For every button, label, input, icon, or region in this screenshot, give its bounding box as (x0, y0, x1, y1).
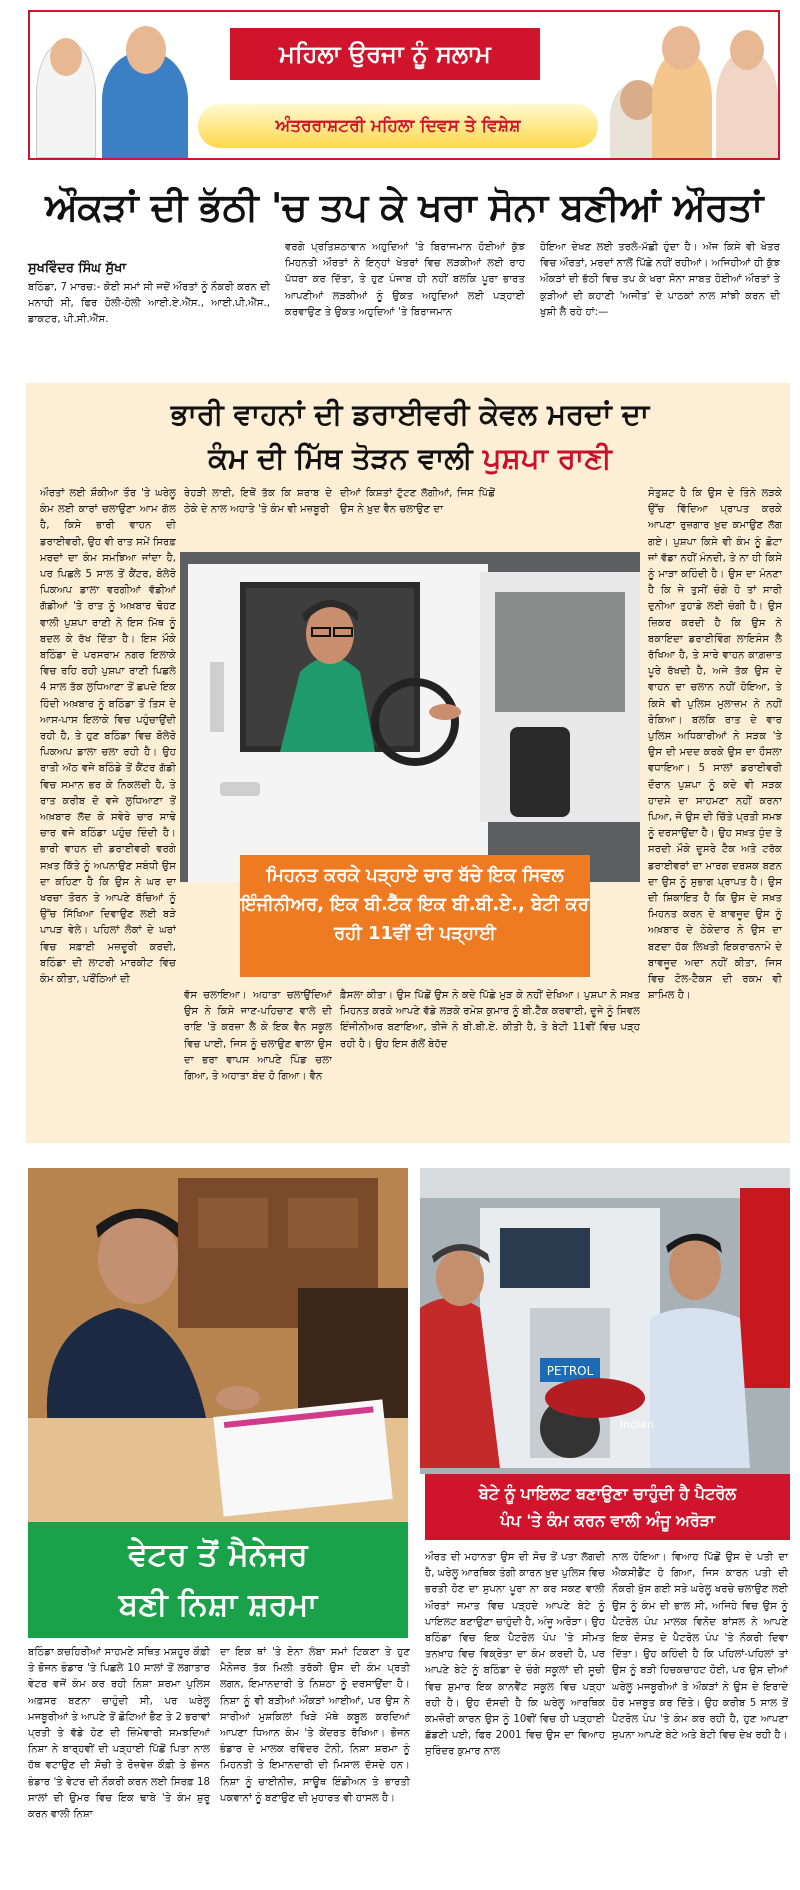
feature-title-line1: ਭਾਰੀ ਵਾਹਨਾਂ ਦੀ ਡਰਾਈਵਰੀ ਕੇਵਲ ਮਰਦਾਂ ਦਾ (170, 397, 650, 431)
nisha-caption (28, 1522, 408, 1638)
intro-column-1: ਬਠਿੰਡਾ, 7 ਮਾਰਚ:- ਕੋਈ ਸਮਾਂ ਸੀ ਜਦੋਂ ਔਰਤਾਂ ਨੂੰ ਨੌਕਰੀ ਕਰਨ ਦੀ ਮਨਾਹੀ ਸੀ, ਫਿਰ ਹੋਲੀ-ਹੋਲੀ ਆਈ.ਏ.ਐੱਸ., ਆਈ.ਪੀ.ਐੱਸ., ਡਾਕਟਰ, ਪੀ.ਸੀ.ਐੱਸ. (28, 282, 270, 326)
banner-mother-face (730, 30, 764, 70)
byline: ਸੁਖਵਿੰਦਰ ਸਿੰਘ ਸੁੱਖਾ (28, 261, 127, 276)
feature-column-3-top: ਦੀਆਂ ਕਿਸ਼ਤਾਂ ਟੁੱਟਣ ਲੱਗੀਆਂ, ਜਿਸ ਪਿੱਛੋਂ ਉਸ ਨੇ ਖ਼ੁਦ ਵੈਨ ਚਲਾਉਣ ਦਾ (340, 488, 495, 516)
nisha-column-2: ਦਾ ਇਕ ਥਾਂ 'ਤੇ ਏਨਾ ਲੰਬਾ ਸਮਾਂ ਟਿਕਣਾ ਤੇ ਹੁਣ ਮੈਨੇਜਰ ਤੱਕ ਮਿਲੀ ਤਰੱਕੀ ਉਸ ਦੀ ਕੰਮ ਪ੍ਰਤੀ ਲਗਨ, ਇਮਾਨਦਾਰੀ ਤੇ ਨਿਸ਼ਠਾ ਨੂੰ ਦਰਸਾਉਂਦਾ ਹੈ। ਨਿਸ਼ਾ ਨੂੰ ਵੀ ਬੜੀਆਂ ਔਕੜਾਂ ਆਈਆਂ, ਪਰ ਉਸ ਨੇ ਸਾਰੀਆਂ ਮੁਸ਼ਕਿਲਾਂ ਖਿੜੇ ਮੱਥੇ ਕਬੂਲ ਕਰਦਿਆਂ ਆਪਣਾ ਧਿਆਨ ਕੰਮ 'ਤੇ ਕੇਂਦਰਤ ਰੱਖਿਆ। ਭੋਜਨ ਭੰਡਾਰ ਦੇ ਮਾਲਕ ਰਵਿੰਦਰ ਟੋਨੀ, ਨਿਸ਼ਾ ਸ਼ਰਮਾ ਨੂੰ ਮਿਹਨਤੀ ਤੇ ਇਮਾਨਦਾਰੀ ਦੀ ਮਿਸਾਲ ਦੱਸਦੇ ਹਨ। ਨਿਸ਼ਾ ਨੂੰ ਚਾਈਨੀਜ਼, ਸਾਊਥ ਇੰਡੀਅਨ ਤੇ ਭਾਰਤੀ ਪਕਵਾਨਾਂ ਨੂੰ ਬਣਾਉਣ ਦੀ ਮੁਹਾਰਤ ਵੀ ਹਾਸਲ ਹੈ। (220, 1647, 410, 1804)
petrol-pump-photo (420, 1168, 790, 1474)
banner-elder-face (620, 80, 656, 120)
anju-caption-line1: ਬੇਟੇ ਨੂੰ ਪਾਇਲਟ ਬਣਾਉਣਾ ਚਾਹੁੰਦੀ ਹੈ ਪੈਟਰੋਲ (478, 1484, 737, 1503)
pump-vendor-label: Indian (620, 1418, 654, 1431)
anju-caption-line2: ਪੰਪ 'ਤੇ ਕੰਮ ਕਰਨ ਵਾਲੀ ਅੰਜੂ ਅਰੋੜਾ (500, 1511, 715, 1530)
special-banner (28, 10, 780, 160)
feature-title-line2 (40, 436, 780, 480)
banner-girl-face (662, 26, 700, 70)
feature-column-4: ਸੰਤੁਸ਼ਟ ਹੈ ਕਿ ਉਸ ਦੇ ਤਿੰਨੇ ਲੜਕੇ ਉੱਚ ਵਿੱਦਿਆ ਪ੍ਰਾਪਤ ਕਰਕੇ ਆਪਣਾ ਰੁਜ਼ਗਾਰ ਖ਼ੁਦ ਕਮਾਉਣ ਲੱਗ ਗਏ। ਪੁਸ਼ਪਾ ਕਿਸੇ ਵੀ ਕੰਮ ਨੂੰ ਛੋਟਾ ਜਾਂ ਵੱਡਾ ਨਹੀਂ ਮੰਨਦੀ, ਤੇ ਨਾ ਹੀ ਕਿਸੇ ਨੂੰ ਮਾੜਾ ਕਹਿੰਦੀ ਹੈ। ਉਸ ਦਾ ਮੰਨਣਾ ਹੈ ਕਿ ਜੇ ਤੁਸੀਂ ਚੰਗੇ ਹੋ ਤਾਂ ਸਾਰੀ ਦੁਨੀਆ ਤੁਹਾਡੇ ਲਈ ਚੰਗੀ ਹੈ। ਉਸ ਜ਼ਿਕਰ ਕਰਦੀ ਹੈ ਕਿ ਉਸ ਨੇ ਬਕਾਇਦਾ ਡਰਾਈਵਿੰਗ ਲਾਇਸੰਸ ਲੈ ਰੱਖਿਆ ਹੈ, ਤੇ ਸਾਰੇ ਵਾਹਨ ਕਾਗ਼ਜ਼ਾਤ ਪੂਰੇ ਰੱਖਦੀ ਹੈ, ਅਜੇ ਤੱਕ ਉਸ ਦੇ ਵਾਹਨ ਦਾ ਚਲਾਨ ਨਹੀਂ ਹੋਇਆ, ਤੇ ਕਿਸੇ ਵੀ ਪੁਲਿਸ ਮੁਲਾਜ਼ਮ ਨੇ ਨਹੀਂ ਰੋਕਿਆ। ਬਲਕਿ ਰਾਤ ਦੇ ਵਾਰ ਪੁਲਿਸ ਅਧਿਕਾਰੀਆਂ ਨੇ ਸੜਕ 'ਤੇ ਉਸ ਦੀ ਮਦਦ ਕਰਕੇ ਉਸ ਦਾ ਹੌਸਲਾ ਵਧਾਇਆ। 5 ਸਾਲਾਂ ਡਰਾਈਵਰੀ ਦੌਰਾਨ ਪੁਸ਼ਪਾ ਨੂੰ ਕਦੇ ਵੀ ਸੜਕ ਹਾਦਸੇ ਦਾ ਸਾਹਮਣਾ ਨਹੀਂ ਕਰਨਾ ਪਿਆ, ਜੋ ਉਸ ਦੀ ਚਿੱਤੇ ਪ੍ਰਤੀ ਸਮਝ ਨੂੰ ਦਰਸਾਉਂਦਾ ਹੈ। ਉਹ ਸਖ਼ਤ ਧੁੰਦ ਤੇ ਸਰਦੀ ਮੌਕੇ ਦੂਸਰੇ ਟੈਕ ਅਤੇ ਟਰੱਕ ਡਰਾਈਵਰਾਂ ਦਾ ਮਾਰਗ ਦਰਸ਼ਕ ਬਣਨ ਦਾ ਉਸ ਨੂੰ ਸੁਭਾਗ ਪ੍ਰਾਪਤ ਹੈ। ਉਸ ਦੀ ਸ਼ਿਕਾਇਤ ਹੈ ਕਿ ਉਸ ਦੇ ਸਖ਼ਤ ਮਿਹਨਤ ਕਰਨ ਦੇ ਬਾਵਜੂਦ ਉਸ ਨੂੰ ਅਖ਼ਬਾਰ ਦੇ ਠੇਕੇਦਾਰ ਨੇ ਉਸ ਦਾ ਬਣਦਾ ਹੱਕ ਲਿਖਤੀ ਇਕਰਾਰਨਾਮੇ ਦੇ ਬਾਵਜੂਦ ਅਦਾ ਨਹੀਂ ਕੀਤਾ, ਜਿਸ ਵਿਚ ਟੋਲ-ਟੈਕਸ ਦੀ ਰਕਮ ਵੀ ਸ਼ਾਮਿਲ ਹੈ। (648, 488, 782, 1002)
pump-brand-label: PETROL (546, 1364, 594, 1378)
truck-illustration (180, 552, 640, 882)
feature-column-1: ਔਰਤਾਂ ਲਈ ਸ਼ੌਕੀਆ ਤੌਰ 'ਤੇ ਘਰੇਲੂ ਕੰਮ ਲਈ ਕਾਰਾਂ ਚਲਾਉਣਾ ਆਮ ਗੱਲ ਹੈ, ਕਿਸੇ ਭਾਰੀ ਵਾਹਨ ਦੀ ਡਰਾਈਵਰੀ, ਉਹ ਵੀ ਰਾਤ ਸਮੇਂ ਸਿਰਫ਼ ਮਰਦਾਂ ਦਾ ਕੰਮ ਸਮਝਿਆ ਜਾਂਦਾ ਹੈ, ਪਰ ਪਿਛਲੇ 5 ਸਾਲ ਤੋਂ ਕੈਂਟਰ, ਬੋਲੇਰੋ ਪਿਕਅਪ ਡਾਲਾ ਵਰਗੀਆਂ ਵੱਡੀਆਂ ਗੱਡੀਆਂ 'ਤੇ ਰਾਤ ਨੂੰ ਅਖ਼ਬਾਰ ਢੋਹਣ ਵਾਲੀ ਪੁਸ਼ਪਾ ਰਾਣੀ ਨੇ ਇਸ ਮਿੱਥ ਨੂੰ ਬਦਲ ਕੇ ਰੱਖ ਦਿੱਤਾ ਹੈ। ਇਸ ਮੌਕੇ ਬਠਿੰਡਾ ਦੇ ਪਰਸਰਾਮ ਨਗਰ ਇਲਾਕੇ ਵਿਚ ਰਹਿ ਰਹੀ ਪੁਸ਼ਪਾ ਰਾਣੀ ਪਿਛਲੇ 4 ਸਾਲ ਤੱਕ ਲੁਧਿਆਣਾ ਤੋਂ ਛਪਦੇ ਇਕ ਹਿੰਦੀ ਅਖ਼ਬਾਰ ਨੂੰ ਬਠਿੰਡਾ ਤੋਂ ਤਿਸ ਦੇ ਆਸ-ਪਾਸ ਇਲਾਕੇ ਵਿਚ ਪਹੁੰਚਾਉਂਦੀ ਰਹੀ ਹੈ, ਤੇ ਹੁਣ ਬਠਿੰਡਾ ਵਿਚ ਬੋਲੇਰੋ ਪਿਕਅਪ ਡਾਲਾ ਚਲਾ ਰਹੀ ਹੈ। ਉਹ ਰਾਤੀ ਅੱਠ ਵਜੇ ਬਠਿੰਡੇ ਤੋਂ ਕੈਂਟਰ ਗੱਡੀ ਵਿਚ ਸਮਾਨ ਭਰ ਕੇ ਨਿਕਲਦੀ ਹੈ, ਤੇ ਰਾਤ ਕਰੀਬ ਦੋ ਵਜੇ ਲੁਧਿਆਣਾ ਤੋਂ ਅਖ਼ਬਾਰ ਲੱਦ ਕੇ ਸਵੇਰੇ ਚਾਰ ਸਾਢੇ ਚਾਰ ਵਜੇ ਬਠਿੰਡਾ ਪਹੁੰਚ ਦਿੰਦੀ ਹੈ। ਭਾਰੀ ਵਾਹਨ ਦੀ ਡਰਾਈਵਰੀ ਵਰਗੇ ਸਖ਼ਤ ਕਿੱਤੇ ਨੂੰ ਅਪਨਾਉਣ ਸਬੰਧੀ ਉਸ ਦਾ ਕਹਿਣਾ ਹੈ ਕਿ ਉਸ ਨੇ ਘਰ ਦਾ ਖਰਚਾ ਤੋਰਨ ਤੇ ਆਪਣੇ ਬੱਚਿਆਂ ਨੂੰ ਉੱਚ ਸਿੱਖਿਆ ਦਿਵਾਉਣ ਲਈ ਬੜੇ ਪਾਪੜ ਵੇਲੇ। ਪਹਿਲਾਂ ਲੋਕਾਂ ਦੇ ਘਰਾਂ ਵਿਚ ਸਫ਼ਾਈ ਮਜ਼ਦੂਰੀ ਕਰਦੀ, ਬਠਿੰਡਾ ਦੀ ਲਾਟਰੀ ਮਾਰਕੀਟ ਵਿਚ ਕੰਮ ਕੀਤਾ, ਪਰੌਂਠਿਆਂ ਦੀ (40, 488, 176, 986)
children-callout: ਮਿਹਨਤ ਕਰਕੇ ਪੜ੍ਹਾਏ ਚਾਰ ਬੱਚੇ ਇਕ ਸਿਵਲ ਇੰਜੀਨੀਅਰ, ਇਕ ਬੀ.ਟੈੱਕ ਇਕ ਬੀ.ਬੀ.ਏ., ਬੇਟੀ ਕਰ ਰਹੀ 11ਵੀਂ ਦੀ ਪੜ੍ਹਾਈ (240, 855, 590, 977)
anju-caption (425, 1474, 790, 1540)
banner-subtitle: ਅੰਤਰਰਾਸ਼ਟਰੀ ਮਹਿਲਾ ਦਿਵਸ ਤੇ ਵਿਸ਼ੇਸ਼ (198, 104, 598, 148)
feature-title (40, 392, 780, 482)
page-headline: ਔਕੜਾਂ ਦੀ ਭੱਠੀ 'ਚ ਤਪ ਕੇ ਖਰਾ ਸੋਨਾ ਬਣੀਆਂ ਔਰਤਾਂ (45, 185, 763, 229)
petrol-pump-illustration (420, 1168, 790, 1474)
feature-bottom-column-1: ਵੱਸ ਚਲਾਇਆ। ਅਹਾਤਾ ਚਲਾਉਂਦਿਆਂ ਉਸ ਨੇ ਕਿਸੇ ਜਾਣ-ਪਹਿਚਾਣ ਵਾਲੇ ਦੀ ਰਾਇ 'ਤੇ ਕਰਜ਼ਾ ਲੈ ਕੇ ਇਕ ਵੈਨ ਸਕੂਲ ਵਿਚ ਪਾਈ, ਜਿਸ ਨੂੰ ਚਲਾਉਣ ਵਾਲਾ ਉਸ ਦਾ ਭਰਾ ਵਾਪਸ ਆਪਣੇ ਪਿੰਡ ਚਲਾ ਗਿਆ, ਤੇ ਅਹਾਤਾ ਬੰਦ ਹੋ ਗਿਆ। ਵੈਨ (184, 990, 332, 1083)
nisha-caption-line1: ਵੇਟਰ ਤੋਂ ਮੈਨੇਜਰ (128, 1537, 308, 1573)
nisha-caption-line2: ਬਣੀ ਨਿਸ਼ਾ ਸ਼ਰਮਾ (118, 1587, 318, 1623)
feature-title-line2-text: ਕੰਮ ਦੀ ਮਿੱਥ ਤੋੜਨ ਵਾਲੀ (208, 441, 473, 475)
intro-column-3: ਹੋਇਆ ਦੇਖਣ ਲਈ ਤਰਲੋ-ਮੱਛੀ ਹੁੰਦਾ ਹੈ। ਅੱਜ ਕਿਸੇ ਵੀ ਖੇਤਰ ਵਿਚ ਔਰਤਾਂ, ਮਰਦਾਂ ਨਾਲੋਂ ਪਿੱਛੇ ਨਹੀਂ ਰਹੀਆਂ। ਅਜਿਹੀਆਂ ਹੀ ਕੁੱਝ ਔਕੜਾਂ ਦੀ ਭੱਠੀ ਵਿਚ ਤਪ ਕੇ ਖਰਾ ਸੋਨਾ ਸਾਬਤ ਹੋਈਆਂ ਔਰਤਾਂ ਤੇ ਕੁੜੀਆਂ ਦੀ ਕਹਾਣੀ 'ਅਜੀਤ' ਦੇ ਪਾਠਕਾਂ ਨਾਲ ਸਾਂਝੀ ਕਰਨ ਦੀ ਖੁਸ਼ੀ ਲੈ ਰਹੇ ਹਾਂ:— (540, 242, 780, 318)
banner-title: ਮਹਿਲਾ ਉਰਜਾ ਨੂੰ ਸਲਾਮ (230, 28, 540, 80)
nisha-column-1: ਬਠਿੰਡਾ ਕਚਹਿਰੀਆਂ ਸਾਹਮਣੇ ਸਥਿਤ ਮਸ਼ਹੂਰ ਕੌਫ਼ੀ ਤੇ ਭੋਜਨ ਭੰਡਾਰ 'ਤੇ ਪਿਛਲੇ 10 ਸਾਲਾਂ ਤੋਂ ਲਗਾਤਾਰ ਵੇਟਰ ਵਜੋਂ ਕੰਮ ਕਰ ਰਹੀ ਨਿਸ਼ਾ ਸ਼ਰਮਾ ਪੁਲਿਸ ਅਫ਼ਸਰ ਬਣਨਾ ਚਾਹੁੰਦੀ ਸੀ, ਪਰ ਘਰੇਲੂ ਮਜਬੂਰੀਆਂ ਤੇ ਆਪਣੇ ਤੋਂ ਛੋਟਿਆਂ ਭੈਣ ਤੇ 2 ਭਰਾਵਾਂ ਪ੍ਰਤੀ ਤੇ ਵੱਡੇ ਹੋਣ ਦੀ ਜ਼ਿੰਮੇਵਾਰੀ ਸਮਝਦਿਆਂ ਨਿਸ਼ਾ ਨੇ ਬਾਰ੍ਹਵੀਂ ਦੀ ਪੜ੍ਹਾਈ ਪਿੱਛੋਂ ਪਿਤਾ ਨਾਲ ਹੱਥ ਵਟਾਉਣ ਦੀ ਸੋਚੀ ਤੇ ਰੋਜ਼ਵੇਜ਼ ਕੌਫ਼ੀ ਤੇ ਭੋਜਨ ਭੰਡਾਰ 'ਤੇ ਵੇਟਰ ਦੀ ਨੌਕਰੀ ਕਰਨ ਲਈ ਸਿਰਫ਼ 18 ਸਾਲਾਂ ਦੀ ਉਮਰ ਵਿਚ ਇਕ ਢਾਬੇ 'ਤੇ ਕੰਮ ਸ਼ੁਰੂ ਕਰਨ ਵਾਲੀ ਨਿਸ਼ਾ (28, 1647, 210, 1821)
truck-driver-photo (180, 552, 640, 882)
anju-column-2: ਨਾਲ ਹੋਇਆ। ਵਿਆਹ ਪਿੱਛੋਂ ਉਸ ਦੇ ਪਤੀ ਦਾ ਐਕਸੀਡੈਂਟ ਹੋ ਗਿਆ, ਜਿਸ ਕਾਰਨ ਪਤੀ ਦੀ ਨੌਕਰੀ ਖੁੱਸ ਗਈ ਸਤੇ ਘਰੇਲੂ ਖਰਚੇ ਚਲਾਉਣ ਲਈ ਉਸ ਨੂੰ ਕੰਮ ਦੀ ਭਾਲ ਸੀ, ਅਜਿਹੇ ਵਿਚ ਉਸ ਨੂੰ ਪੈਟਰੋਲ ਪੰਪ ਮਾਲਕ ਵਿਨੋਦ ਬਾਂਸਲ ਨੇ ਆਪਣੇ ਇਕ ਦੋਸਤ ਦੇ ਪੈਟਰੋਲ ਪੰਪ 'ਤੇ ਨੌਕਰੀ ਦਿਵਾ ਦਿੱਤਾ। ਉਹ ਕਹਿੰਦੀ ਹੈ ਕਿ ਪਹਿਲਾਂ-ਪਹਿਲਾਂ ਤਾਂ ਉਸ ਨੂੰ ਬੜੀ ਹਿਚਕਚਾਹਟ ਹੋਈ, ਪਰ ਉਸ ਦੀਆਂ ਘਰੇਲੂ ਮਜਬੂਰੀਆਂ ਤੇ ਔਕੜਾਂ ਨੇ ਉਸ ਦੇ ਇਰਾਦੇ ਹੋਰ ਮਜ਼ਬੂਤ ਕਰ ਦਿੱਤੇ। ਉਹ ਕਰੀਬ 5 ਸਾਲ ਤੋਂ ਪੈਟਰੋਲ ਪੰਪ 'ਤੇ ਕੰਮ ਕਰ ਰਹੀ ਹੈ, ਹੁਣ ਆਪਣਾ ਸੁਪਨਾ ਆਪਣੇ ਬੇਟੇ ਅਤੇ ਬੇਟੀ ਵਿਚ ਦੇਖ ਰਹੀ ਹੈ। (612, 1552, 788, 1742)
feature-column-2-top: ਰੇਹੜੀ ਲਾਈ, ਇਥੋਂ ਤੱਕ ਕਿ ਸ਼ਰਾਬ ਦੇ ਠੇਕੇ ਦੇ ਨਾਲ ਅਹਾਤੇ 'ਤੇ ਕੰਮ ਵੀ ਮਜ਼ਬੂਰੀ (184, 488, 332, 516)
feature-title-name: ਪੁਸ਼ਪਾ ਰਾਣੀ (482, 441, 612, 475)
anju-column-1: ਔਰਤ ਦੀ ਮਹਾਨਤਾ ਉਸ ਦੀ ਸੋਚ ਤੋਂ ਪਤਾ ਲੱਗਦੀ ਹੈ, ਘਰੇਲੂ ਆਰਥਿਕ ਤੰਗੀ ਕਾਰਨ ਖ਼ੁਦ ਪੁਲਿਸ ਵਿਚ ਭਰਤੀ ਹੋਣ ਦਾ ਸੁਪਨਾ ਪੂਰਾ ਨਾ ਕਰ ਸਕਣ ਵਾਲੀ ਔਰਤਾਂ ਜਮਾਤ ਵਿਚ ਪੜ੍ਹਦੇ ਆਪਣੇ ਬੇਟੇ ਨੂੰ ਪਾਇਲਟ ਬਣਾਉਣਾ ਚਾਹੁੰਦੀ ਹੈ, ਅੰਜੂ ਅਰੋੜਾ। ਉਹ ਬਠਿੰਡਾ ਵਿਚ ਇਕ ਪੈਟਰੋਲ ਪੰਪ 'ਤੇ ਸੀਮਤ ਤਨਖ਼ਾਹ ਵਿਚ ਵਿਕ੍ਰੇਤਾ ਦਾ ਕੰਮ ਕਰਦੀ ਹੈ, ਪਰ ਆਪਣੇ ਬੇਟੇ ਨੂੰ ਬਠਿੰਡਾ ਦੇ ਚੰਗੇ ਸਕੂਲਾਂ ਦੀ ਸੂਚੀ ਵਿਚ ਸ਼ੁਮਾਰ ਇਕ ਕਾਨਵੈਂਟ ਸਕੂਲ ਵਿਚ ਪੜ੍ਹਾ ਰਹੀ ਹੈ। ਉਹ ਦੱਸਦੀ ਹੈ ਕਿ ਘਰੇਲੂ ਆਰਥਿਕ ਕਮਜ਼ੋਰੀ ਕਾਰਨ ਉਸ ਨੂੰ 10ਵੀਂ ਵਿਚ ਹੀ ਪੜ੍ਹਾਈ ਛੱਡਣੀ ਪਈ, ਫਿਰ 2001 ਵਿਚ ਉਸ ਦਾ ਵਿਆਹ ਸੁਰਿੰਦਰ ਕੁਮਾਰ ਨਾਲ (425, 1552, 605, 1758)
banner-woman-face (126, 26, 166, 74)
counter-illustration (28, 1168, 408, 1528)
banner-doctor-face (50, 38, 82, 76)
waiter-manager-photo (28, 1168, 408, 1528)
intro-column-2: ਵਰਗੇ ਪ੍ਰਤਿਸ਼ਠਾਵਾਨ ਅਹੁਦਿਆਂ 'ਤੇ ਬਿਰਾਜਮਾਨ ਹੋਈਆਂ ਕੁੱਝ ਮਿਹਨਤੀ ਔਰਤਾਂ ਨੇ ਇਨ੍ਹਾਂ ਖੇਤਰਾਂ ਵਿਚ ਲੜਕੀਆਂ ਲਈ ਰਾਹ ਪੱਧਰਾ ਕਰ ਦਿੱਤਾ, ਤੇ ਹੁਣ ਪੰਜਾਬ ਹੀ ਨਹੀਂ ਬਲਕਿ ਪੂਰਾ ਭਾਰਤ ਆਪਣੀਆਂ ਲੜਕੀਆਂ ਨੂੰ ਉਕਤ ਅਹੁਦਿਆਂ ਲਈ ਪੜ੍ਹਾਈ ਕਰਵਾਉਣ ਤੇ ਉਕਤ ਅਹੁਦਿਆਂ 'ਤੇ ਬਿਰਾਜਮਾਨ (285, 242, 525, 318)
feature-bottom-column-2: ਫ਼ੈਸਲਾ ਕੀਤਾ। ਉਸ ਪਿੱਛੋਂ ਉਸ ਨੇ ਕਦੇ ਪਿੱਛੇ ਮੁੜ ਕੇ ਨਹੀਂ ਦੇਖਿਆ। ਪੁਸ਼ਪਾ ਨੇ ਸਖ਼ਤ ਮਿਹਨਤ ਕਰਕੇ ਆਪਣੇ ਵੱਡੇ ਲੜਕੇ ਰਮੇਸ਼ ਕੁਮਾਰ ਨੂੰ ਬੀ.ਟੈੱਕ ਕਰਵਾਈ, ਦੂਜੇ ਨੂੰ ਸਿਵਲ ਇੰਜੀਨੀਅਰ ਬਣਾਇਆ, ਤੀਜੇ ਨੇ ਬੀ.ਬੀ.ਏ. ਕੀਤੀ ਹੈ, ਤੇ ਬੇਟੀ 11ਵੀਂ ਵਿਚ ਪੜ੍ਹ ਰਹੀ ਹੈ। ਉਹ ਇਸ ਗੱਲੋਂ ਬੇਹੱਦ (340, 990, 640, 1050)
